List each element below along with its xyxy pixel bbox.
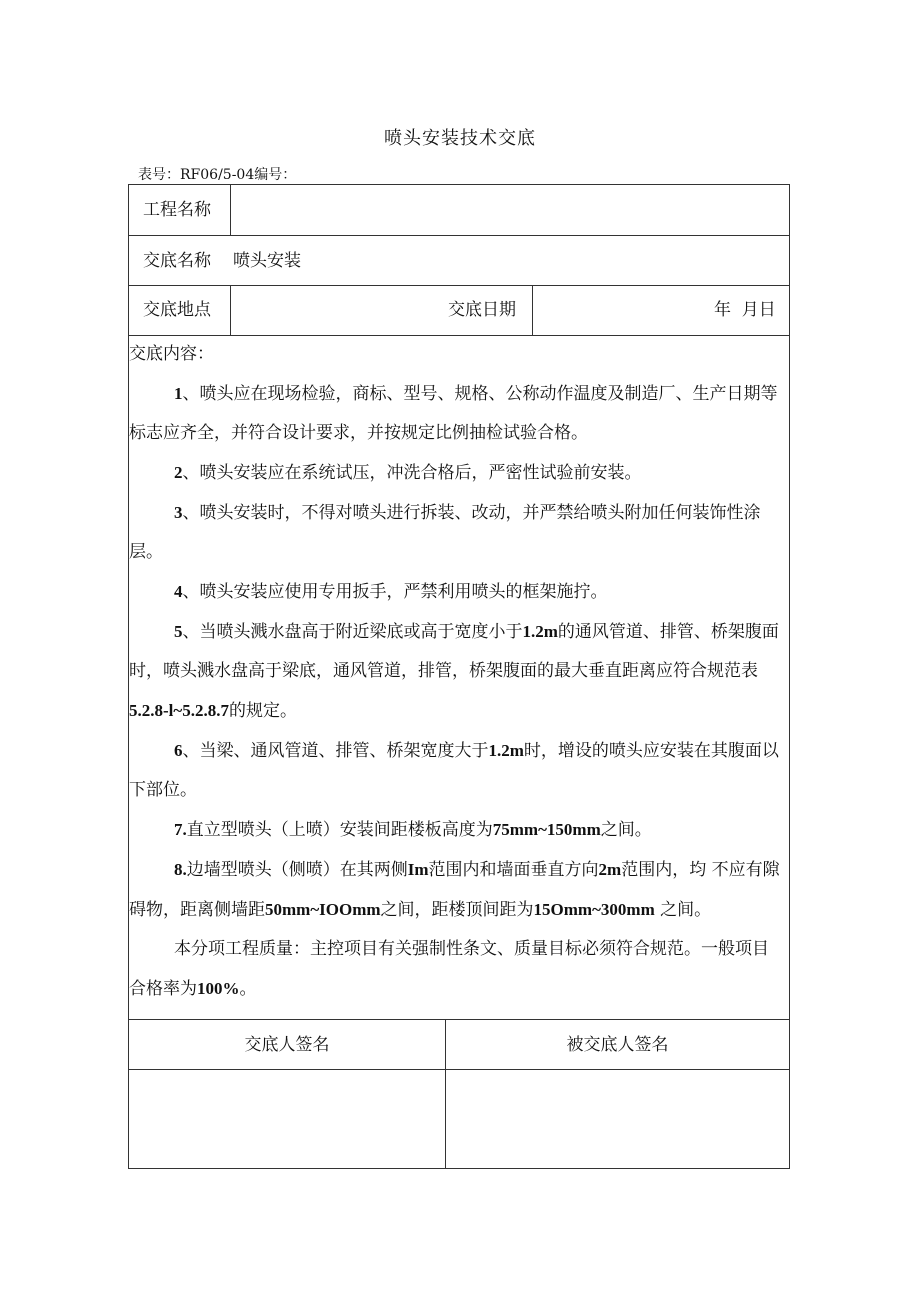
date-field[interactable]: 年 月日: [714, 300, 776, 320]
row-divider: [129, 285, 789, 286]
discloser-signature-label: 交底人签名: [244, 1035, 330, 1055]
content-item-6: 6、当梁、通风管道、排管、桥架宽度大于1.2m时，增设的喷头应安装在其腹面以下部位。: [129, 741, 779, 800]
content-item-1: 1、喷头应在现场检验，商标、型号、规格、公称动作温度及制造厂、生产日期等标志应齐全，并符合设计要求，并按规定比例抽检试验合格。: [129, 384, 778, 443]
document-title: 喷头安装技术交底: [384, 128, 536, 149]
content-item-5: 5、当喷头溅水盘高于附近梁底或高于宽度小于1.2m的通风管道、排管、桥架腹面时，喷头溅水盘高于梁底，通风管道，排管，桥架腹面的最大垂直距离应符合规范表5.2.8-l~5.2.8.7的规定。: [129, 622, 779, 721]
row-divider: [129, 235, 789, 236]
content-item-4: 4、喷头安装应使用专用扳手，严禁利用喷头的框架施拧。: [174, 582, 608, 602]
disclosure-content: [129, 335, 789, 1009]
date-label: 交底日期: [448, 300, 516, 320]
content-item-7: 7.直立型喷头（上喷）安装间距楼板高度为75mm~150mm之间。: [174, 820, 652, 840]
location-label: 交底地点: [143, 300, 211, 320]
content-item-3: 3、喷头安装时，不得对喷头进行拆装、改动，并严禁给喷头附加任何装饰性涂层。: [129, 503, 761, 562]
disclosure-form-table: [128, 184, 790, 1169]
content-item-8: 8.边墙型喷头（侧喷）在其两侧Im范围内和墙面垂直方向2m范围内，均 不应有隙碍物，距离侧墙距50mm~IOOmm之间，距楼顶间距为15Omm~300mm 之间。: [129, 860, 780, 920]
column-divider: [230, 185, 231, 235]
disclosure-name-label: 交底名称: [143, 251, 211, 271]
content-item-2: 2、喷头安装应在系统试压，冲洗合格后，严密性试验前安装。: [174, 463, 642, 483]
column-divider: [230, 285, 231, 335]
content-heading: 交底内容：: [129, 344, 214, 364]
column-divider: [532, 285, 533, 335]
recipient-signature-label: 被交底人签名: [566, 1035, 669, 1055]
disclosure-name-value[interactable]: 喷头安装: [233, 251, 301, 271]
row-divider: [129, 1069, 789, 1070]
quality-statement: 本分项工程质量：主控项目有关强制性条文、质量目标必须符合规范。一般项目合格率为100%。: [129, 939, 769, 999]
project-name-label: 工程名称: [143, 200, 211, 220]
row-divider: [129, 1019, 789, 1020]
form-number: 表号：RF06/5-04编号：: [138, 167, 297, 183]
